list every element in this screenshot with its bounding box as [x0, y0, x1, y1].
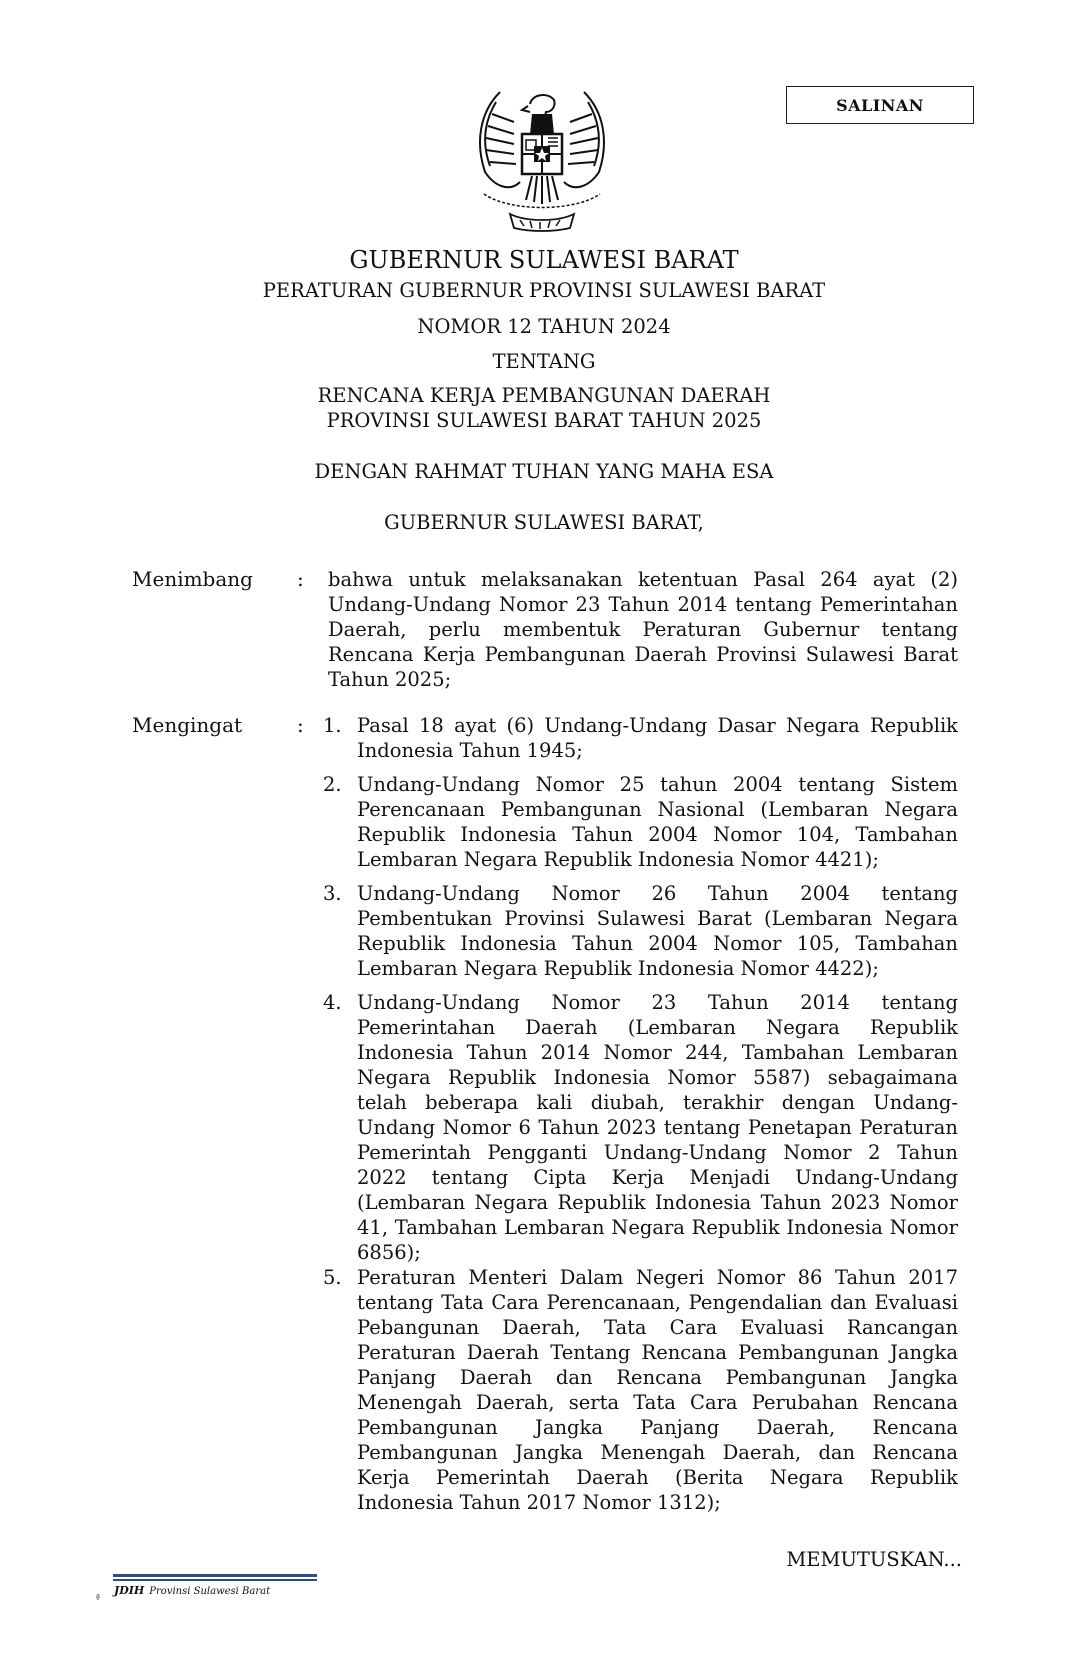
list-item-text: Peraturan Menteri Dalam Negeri Nomor 86 Tahun 2017 tentang Tata Cara Perencanaan, Pengendalian dan Evaluasi Pebangunan Daerah, Tata Cara Evaluasi Rancangan Peraturan Daerah Tentang Rencana Pembangunan Jangka Panjang Daerah dan Rencana Pembangunan Jangka Menengah Daerah, serta Tata Cara Perubahan Rencana Pembangunan Jangka Panjang Daerah, Rencana Pembangunan Jangka Menengah Daerah, dan Rencana Kerja Pemerintah Daerah (Berita Negara Republik Indonesia Tahun 2017 Nomor 1312);: [357, 1266, 958, 1514]
list-item-number: 2.: [323, 773, 342, 796]
garuda-pancasila-emblem-icon: [470, 82, 614, 232]
footer-rule: [113, 1574, 317, 1577]
mengingat-colon: :: [297, 713, 304, 737]
salinan-stamp: [786, 86, 974, 124]
document-title: GUBERNUR SULAWESI BARAT: [349, 246, 739, 274]
menimbang-text: bahwa untuk melaksanakan ketentuan Pasal 264 ayat (2) Undang-Undang Nomor 23 Tahun 2014 tentang Pemerintahan Daerah, perlu membentuk Peraturan Gubernur tentang Rencana Kerja Pembangunan Daerah Provinsi Sulawesi Barat Tahun 2025;: [328, 568, 958, 691]
list-item-text: Undang-Undang Nomor 26 Tahun 2004 tentang Pembentukan Provinsi Sulawesi Barat (Lembaran Negara Republik Indonesia Tahun 2004 Nomor 105, Tambahan Lembaran Negara Republik Indonesia Nomor 4422);: [357, 882, 958, 980]
invocation: DENGAN RAHMAT TUHAN YANG MAHA ESA: [314, 460, 774, 483]
list-item-number: 4.: [323, 991, 342, 1014]
footer-brand-name: JDIH: [114, 1584, 145, 1597]
menimbang-colon: :: [297, 567, 304, 591]
menimbang-label: Menimbang: [132, 567, 253, 591]
list-item-text: Undang-Undang Nomor 25 tahun 2004 tentang Sistem Perencanaan Pembangunan Nasional (Lembaran Negara Republik Indonesia Tahun 2004 Nomor 104, Tambahan Lembaran Negara Republik Indonesia Nomor 4421);: [357, 773, 958, 871]
list-item-text: Pasal 18 ayat (6) Undang-Undang Dasar Negara Republik Indonesia Tahun 1945;: [357, 714, 958, 762]
salinan-label: SALINAN: [836, 95, 924, 115]
regulation-type: PERATURAN GUBERNUR PROVINSI SULAWESI BARAT: [262, 279, 826, 302]
list-item-number: 1.: [323, 714, 342, 737]
list-item-number: 3.: [323, 882, 342, 905]
subject-line-2: PROVINSI SULAWESI BARAT TAHUN 2025: [326, 409, 762, 432]
footer-rule: [113, 1579, 317, 1581]
mengingat-label: Mengingat: [132, 713, 243, 737]
footer-tagline: Provinsi Sulawesi Barat: [149, 1586, 271, 1597]
regulation-number: NOMOR 12 TAHUN 2024: [417, 315, 671, 338]
list-item-number: 5.: [323, 1266, 342, 1289]
continuation-marker: MEMUTUSKAN...: [786, 1548, 962, 1571]
subject-line-1: RENCANA KERJA PEMBANGUNAN DAERAH: [317, 384, 771, 407]
list-item-text: Undang-Undang Nomor 23 Tahun 2014 tentang Pemerintahan Daerah (Lembaran Negara Republik Indonesia Tahun 2014 Nomor 244, Tambahan Lembaran Negara Republik Indonesia Nomor 5587) sebagaimana telah beberapa kali diubah, terakhir dengan Undang-Undang Nomor 6 Tahun 2023 tentang Penetapan Peraturan Pemerintah Pengganti Undang-Undang Nomor 2 Tahun 2022 tentang Cipta Kerja Menjadi Undang-Undang (Lembaran Negara Republik Indonesia Tahun 2023 Nomor 41, Tambahan Lembaran Negara Republik Indonesia Nomor 6856);: [357, 991, 958, 1264]
about-label: TENTANG: [492, 350, 596, 373]
issuer: GUBERNUR SULAWESI BARAT,: [384, 511, 704, 534]
footer-brand: [114, 1584, 270, 1597]
